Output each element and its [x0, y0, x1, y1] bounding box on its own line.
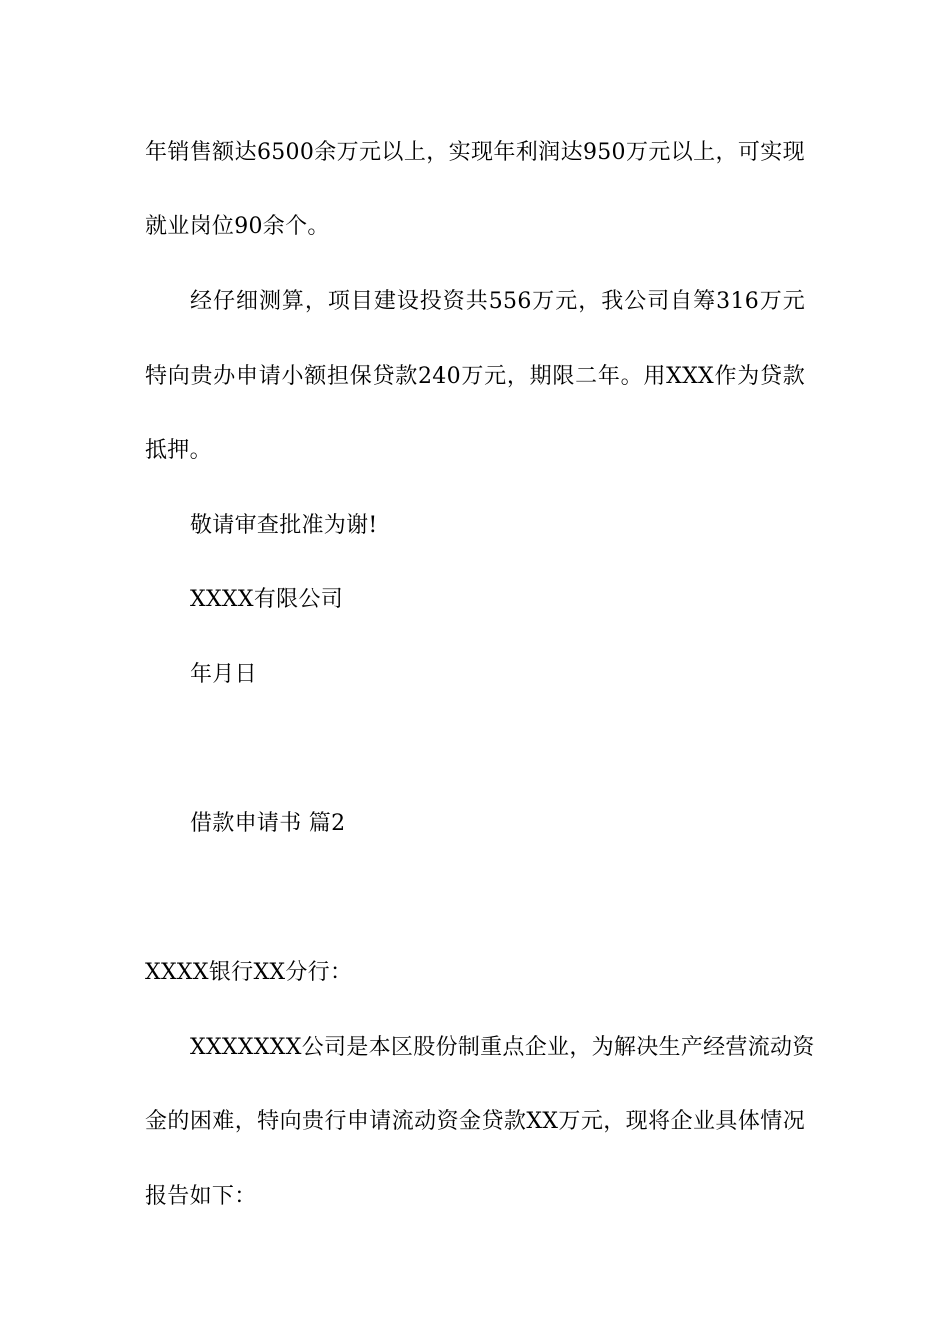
paragraph-line: 特向贵办申请小额担保贷款240万元，期限二年。用XXX作为贷款: [145, 364, 805, 389]
paragraph-line: 抵押。: [145, 438, 212, 463]
paragraph-line: 年销售额达6500余万元以上，实现年利润达950万元以上，可实现: [145, 140, 805, 165]
paragraph-line: 经仔细测算，项目建设投资共556万元，我公司自筹316万元: [190, 289, 805, 314]
section-heading: 借款申请书 篇2: [190, 811, 346, 836]
salutation: XXXX银行XX分行：: [145, 960, 353, 985]
paragraph-line: 就业岗位90余个。: [145, 214, 330, 239]
closing-line: 敬请审查批准为谢!: [190, 513, 378, 538]
paragraph-line: XXXXXXX公司是本区股份制重点企业，为解决生产经营流动资: [190, 1035, 815, 1060]
date-line: 年月日: [190, 662, 257, 687]
paragraph-line: 报告如下：: [145, 1184, 257, 1209]
company-signature: XXXX有限公司: [190, 587, 344, 612]
paragraph-line: 金的困难，特向贵行申请流动资金贷款XX万元，现将企业具体情况: [145, 1109, 805, 1134]
